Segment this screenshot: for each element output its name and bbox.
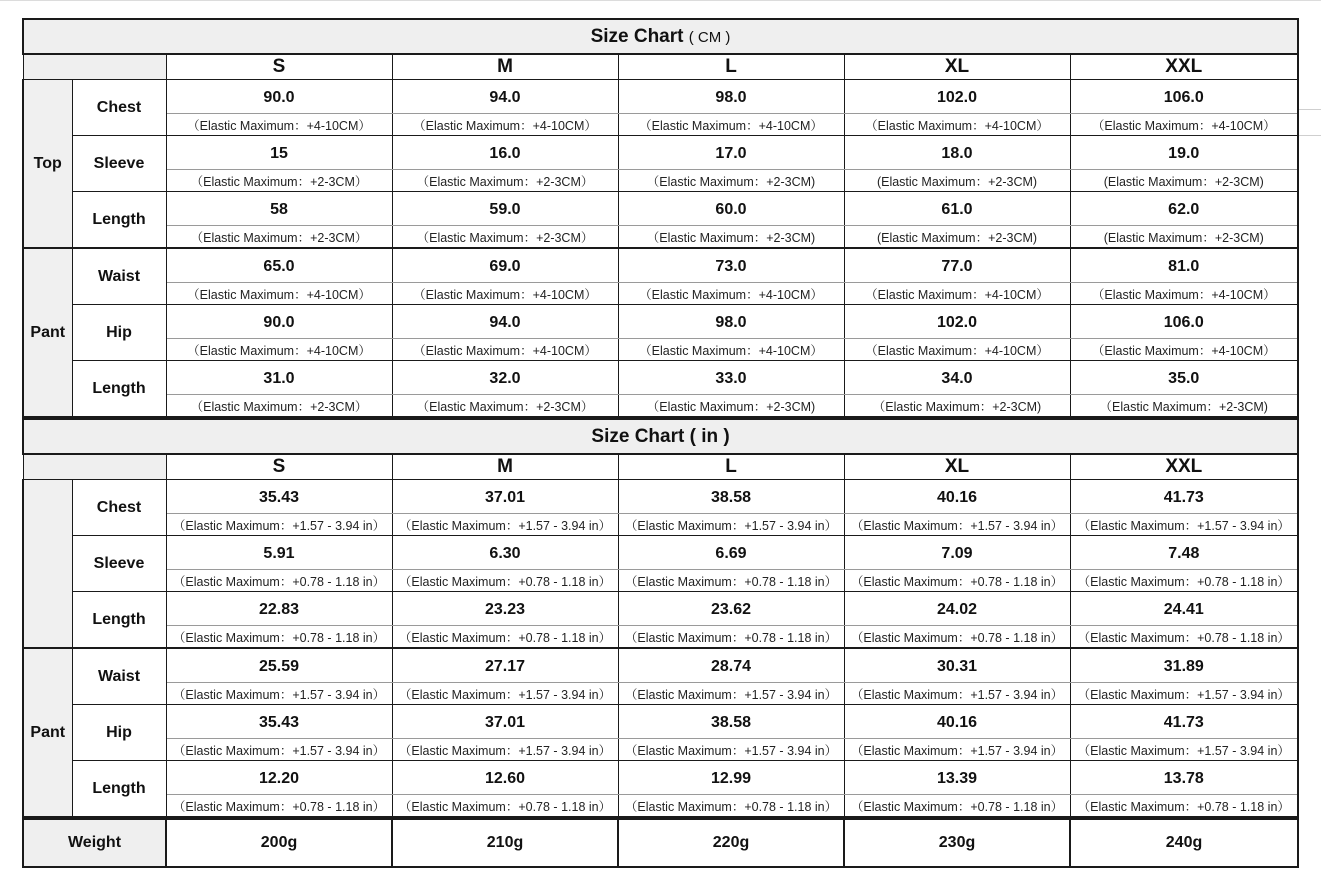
size-value: 58 — [166, 192, 392, 226]
measure-value-row — [23, 361, 1298, 395]
size-value: 98.0 — [618, 80, 844, 114]
size-value: 5.91 — [166, 536, 392, 570]
elastic-note: （Elastic Maximum：+1.57 - 3.94 in） — [392, 739, 618, 761]
elastic-note: （Elastic Maximum：+1.57 - 3.94 in） — [166, 514, 392, 536]
size-value: 28.74 — [618, 648, 844, 683]
elastic-note: （Elastic Maximum：+0.78 - 1.18 in） — [618, 570, 844, 592]
size-value: 90.0 — [166, 80, 392, 114]
size-value: 35.43 — [166, 480, 392, 514]
group-label — [23, 480, 72, 649]
measure-value-row — [23, 648, 1298, 683]
elastic-note-row — [23, 739, 1298, 761]
elastic-note: （Elastic Maximum：+1.57 - 3.94 in） — [166, 739, 392, 761]
size-value: 90.0 — [166, 305, 392, 339]
size-value: 77.0 — [844, 248, 1070, 283]
weight-row — [23, 819, 1298, 867]
chart-title: Size Chart ( in ) — [591, 425, 730, 447]
elastic-note-row — [23, 795, 1298, 818]
size-header-row — [23, 454, 1298, 480]
size-header-xl: XL — [844, 54, 1070, 80]
size-value: 19.0 — [1070, 136, 1298, 170]
measure-value-row — [23, 536, 1298, 570]
size-value: 41.73 — [1070, 705, 1298, 739]
elastic-note: （Elastic Maximum：+0.78 - 1.18 in） — [618, 626, 844, 649]
chart-title: Size Chart — [590, 25, 684, 47]
elastic-note: （Elastic Maximum：+1.57 - 3.94 in） — [392, 683, 618, 705]
size-value: 31.0 — [166, 361, 392, 395]
elastic-note: （Elastic Maximum：+1.57 - 3.94 in） — [844, 514, 1070, 536]
size-value: 13.39 — [844, 761, 1070, 795]
elastic-note: （Elastic Maximum：+4-10CM） — [618, 339, 844, 361]
elastic-note: （Elastic Maximum：+0.78 - 1.18 in） — [392, 795, 618, 818]
elastic-note: （Elastic Maximum：+1.57 - 3.94 in） — [1070, 683, 1298, 705]
measure-label-chest: Chest — [72, 80, 166, 136]
elastic-note: （Elastic Maximum：+0.78 - 1.18 in） — [1070, 570, 1298, 592]
size-value: 102.0 — [844, 80, 1070, 114]
elastic-note-row — [23, 283, 1298, 305]
elastic-note: （Elastic Maximum：+1.57 - 3.94 in） — [618, 739, 844, 761]
elastic-note: （Elastic Maximum：+4-10CM） — [166, 283, 392, 305]
size-header-blank — [23, 454, 166, 480]
size-header-xl: XL — [844, 454, 1070, 480]
size-header-s: S — [166, 54, 392, 80]
size-value: 59.0 — [392, 192, 618, 226]
elastic-note: （Elastic Maximum：+4-10CM） — [844, 339, 1070, 361]
elastic-note: （Elastic Maximum：+4-10CM） — [392, 339, 618, 361]
size-value: 102.0 — [844, 305, 1070, 339]
size-value: 61.0 — [844, 192, 1070, 226]
elastic-note: （Elastic Maximum：+2-3CM) — [618, 226, 844, 249]
group-label: Top — [23, 80, 72, 249]
elastic-note: （Elastic Maximum：+0.78 - 1.18 in） — [392, 626, 618, 649]
measure-label-length: Length — [72, 761, 166, 818]
elastic-note: （Elastic Maximum：+1.57 - 3.94 in） — [618, 514, 844, 536]
weight-value-s: 200g — [166, 819, 392, 867]
elastic-note: （Elastic Maximum：+4-10CM） — [392, 283, 618, 305]
size-header-blank — [23, 54, 166, 80]
size-value: 13.78 — [1070, 761, 1298, 795]
elastic-note: (Elastic Maximum：+2-3CM) — [1070, 170, 1298, 192]
size-value: 38.58 — [618, 705, 844, 739]
measure-label-sleeve: Sleeve — [72, 136, 166, 192]
elastic-note: （Elastic Maximum：+2-3CM） — [166, 395, 392, 418]
size-chart-cm-table — [22, 18, 1299, 418]
elastic-note-row — [23, 395, 1298, 418]
measure-value-row — [23, 761, 1298, 795]
group-label: Pant — [23, 648, 72, 817]
elastic-note: (Elastic Maximum：+2-3CM) — [844, 170, 1070, 192]
elastic-note: (Elastic Maximum：+2-3CM) — [1070, 226, 1298, 249]
size-value: 25.59 — [166, 648, 392, 683]
elastic-note: （Elastic Maximum：+0.78 - 1.18 in） — [1070, 626, 1298, 649]
chart-title-row — [23, 19, 1298, 54]
size-value: 12.99 — [618, 761, 844, 795]
top-divider — [0, 0, 1321, 1]
grid-line — [1297, 109, 1321, 110]
size-value: 17.0 — [618, 136, 844, 170]
size-value: 73.0 — [618, 248, 844, 283]
size-header-row — [23, 54, 1298, 80]
size-value: 18.0 — [844, 136, 1070, 170]
size-value: 106.0 — [1070, 80, 1298, 114]
elastic-note-row — [23, 226, 1298, 249]
group-label: Pant — [23, 248, 72, 417]
measure-value-row — [23, 592, 1298, 626]
elastic-note: （Elastic Maximum：+4-10CM） — [166, 114, 392, 136]
size-value: 35.0 — [1070, 361, 1298, 395]
size-value: 6.30 — [392, 536, 618, 570]
elastic-note-row — [23, 626, 1298, 649]
measure-value-row — [23, 305, 1298, 339]
size-header-xxl: XXL — [1070, 454, 1298, 480]
size-value: 41.73 — [1070, 480, 1298, 514]
size-value: 106.0 — [1070, 305, 1298, 339]
elastic-note: （Elastic Maximum：+2-3CM) — [844, 395, 1070, 418]
chart-title-cell — [23, 419, 1298, 454]
size-header-m: M — [392, 454, 618, 480]
elastic-note: （Elastic Maximum：+1.57 - 3.94 in） — [1070, 739, 1298, 761]
elastic-note: （Elastic Maximum：+1.57 - 3.94 in） — [1070, 514, 1298, 536]
size-value: 7.09 — [844, 536, 1070, 570]
size-value: 40.16 — [844, 705, 1070, 739]
weight-label: Weight — [23, 819, 166, 867]
elastic-note-row — [23, 170, 1298, 192]
size-value: 38.58 — [618, 480, 844, 514]
measure-value-row — [23, 705, 1298, 739]
elastic-note: （Elastic Maximum：+4-10CM） — [1070, 339, 1298, 361]
elastic-note: （Elastic Maximum：+1.57 - 3.94 in） — [392, 514, 618, 536]
elastic-note: （Elastic Maximum：+0.78 - 1.18 in） — [392, 570, 618, 592]
size-value: 12.20 — [166, 761, 392, 795]
size-value: 32.0 — [392, 361, 618, 395]
measure-label-waist: Waist — [72, 648, 166, 705]
elastic-note: （Elastic Maximum：+4-10CM） — [1070, 114, 1298, 136]
size-value: 6.69 — [618, 536, 844, 570]
elastic-note: （Elastic Maximum：+4-10CM） — [844, 283, 1070, 305]
size-value: 62.0 — [1070, 192, 1298, 226]
elastic-note: （Elastic Maximum：+4-10CM） — [844, 114, 1070, 136]
size-value: 81.0 — [1070, 248, 1298, 283]
grid-line — [1297, 135, 1321, 136]
size-value: 31.89 — [1070, 648, 1298, 683]
size-value: 12.60 — [392, 761, 618, 795]
size-value: 30.31 — [844, 648, 1070, 683]
elastic-note: （Elastic Maximum：+2-3CM) — [618, 170, 844, 192]
elastic-note: （Elastic Maximum：+1.57 - 3.94 in） — [844, 739, 1070, 761]
size-value: 7.48 — [1070, 536, 1298, 570]
size-header-l: L — [618, 54, 844, 80]
measure-label-hip: Hip — [72, 305, 166, 361]
elastic-note: （Elastic Maximum：+0.78 - 1.18 in） — [166, 570, 392, 592]
elastic-note: （Elastic Maximum：+2-3CM) — [1070, 395, 1298, 418]
size-value: 94.0 — [392, 305, 618, 339]
chart-title-cell — [23, 19, 1298, 54]
size-header-s: S — [166, 454, 392, 480]
measure-value-row — [23, 248, 1298, 283]
measure-label-waist: Waist — [72, 248, 166, 305]
elastic-note: （Elastic Maximum：+2-3CM) — [618, 395, 844, 418]
measure-value-row — [23, 192, 1298, 226]
elastic-note: （Elastic Maximum：+1.57 - 3.94 in） — [844, 683, 1070, 705]
weight-value-xxl: 240g — [1070, 819, 1298, 867]
measure-value-row — [23, 136, 1298, 170]
size-value: 65.0 — [166, 248, 392, 283]
size-value: 24.41 — [1070, 592, 1298, 626]
size-value: 69.0 — [392, 248, 618, 283]
elastic-note: （Elastic Maximum：+0.78 - 1.18 in） — [166, 795, 392, 818]
size-value: 16.0 — [392, 136, 618, 170]
elastic-note: (Elastic Maximum：+2-3CM) — [844, 226, 1070, 249]
weight-table — [22, 818, 1299, 868]
weight-value-xl: 230g — [844, 819, 1070, 867]
elastic-note: （Elastic Maximum：+0.78 - 1.18 in） — [844, 570, 1070, 592]
elastic-note: （Elastic Maximum：+2-3CM） — [166, 226, 392, 249]
elastic-note: （Elastic Maximum：+4-10CM） — [618, 283, 844, 305]
elastic-note: （Elastic Maximum：+2-3CM） — [392, 170, 618, 192]
chart-unit: ( CM ) — [688, 28, 731, 46]
elastic-note: （Elastic Maximum：+4-10CM） — [392, 114, 618, 136]
measure-label-length: Length — [72, 592, 166, 649]
elastic-note-row — [23, 683, 1298, 705]
size-value: 34.0 — [844, 361, 1070, 395]
measure-label-length: Length — [72, 361, 166, 418]
elastic-note: （Elastic Maximum：+0.78 - 1.18 in） — [844, 795, 1070, 818]
size-value: 37.01 — [392, 480, 618, 514]
elastic-note: （Elastic Maximum：+1.57 - 3.94 in） — [618, 683, 844, 705]
elastic-note: （Elastic Maximum：+4-10CM） — [1070, 283, 1298, 305]
size-value: 24.02 — [844, 592, 1070, 626]
elastic-note: （Elastic Maximum：+0.78 - 1.18 in） — [618, 795, 844, 818]
size-header-m: M — [392, 54, 618, 80]
size-value: 37.01 — [392, 705, 618, 739]
elastic-note: （Elastic Maximum：+4-10CM） — [166, 339, 392, 361]
measure-value-row — [23, 80, 1298, 114]
weight-value-l: 220g — [618, 819, 844, 867]
elastic-note: （Elastic Maximum：+4-10CM） — [618, 114, 844, 136]
size-value: 60.0 — [618, 192, 844, 226]
size-header-l: L — [618, 454, 844, 480]
elastic-note-row — [23, 514, 1298, 536]
elastic-note: （Elastic Maximum：+2-3CM） — [392, 395, 618, 418]
elastic-note: （Elastic Maximum：+2-3CM） — [166, 170, 392, 192]
size-value: 40.16 — [844, 480, 1070, 514]
measure-label-chest: Chest — [72, 480, 166, 536]
elastic-note-row — [23, 570, 1298, 592]
weight-value-m: 210g — [392, 819, 618, 867]
elastic-note-row — [23, 339, 1298, 361]
size-value: 15 — [166, 136, 392, 170]
measure-label-hip: Hip — [72, 705, 166, 761]
size-value: 22.83 — [166, 592, 392, 626]
measure-value-row — [23, 480, 1298, 514]
size-chart-in-table — [22, 418, 1299, 818]
measure-label-length: Length — [72, 192, 166, 249]
measure-label-sleeve: Sleeve — [72, 536, 166, 592]
size-header-xxl: XXL — [1070, 54, 1298, 80]
chart-title-row — [23, 419, 1298, 454]
elastic-note-row — [23, 114, 1298, 136]
size-value: 27.17 — [392, 648, 618, 683]
size-value: 23.23 — [392, 592, 618, 626]
elastic-note: （Elastic Maximum：+0.78 - 1.18 in） — [844, 626, 1070, 649]
size-value: 23.62 — [618, 592, 844, 626]
elastic-note: （Elastic Maximum：+0.78 - 1.18 in） — [1070, 795, 1298, 818]
elastic-note: （Elastic Maximum：+2-3CM） — [392, 226, 618, 249]
elastic-note: （Elastic Maximum：+0.78 - 1.18 in） — [166, 626, 392, 649]
size-value: 94.0 — [392, 80, 618, 114]
size-value: 98.0 — [618, 305, 844, 339]
elastic-note: （Elastic Maximum：+1.57 - 3.94 in） — [166, 683, 392, 705]
size-value: 35.43 — [166, 705, 392, 739]
size-value: 33.0 — [618, 361, 844, 395]
